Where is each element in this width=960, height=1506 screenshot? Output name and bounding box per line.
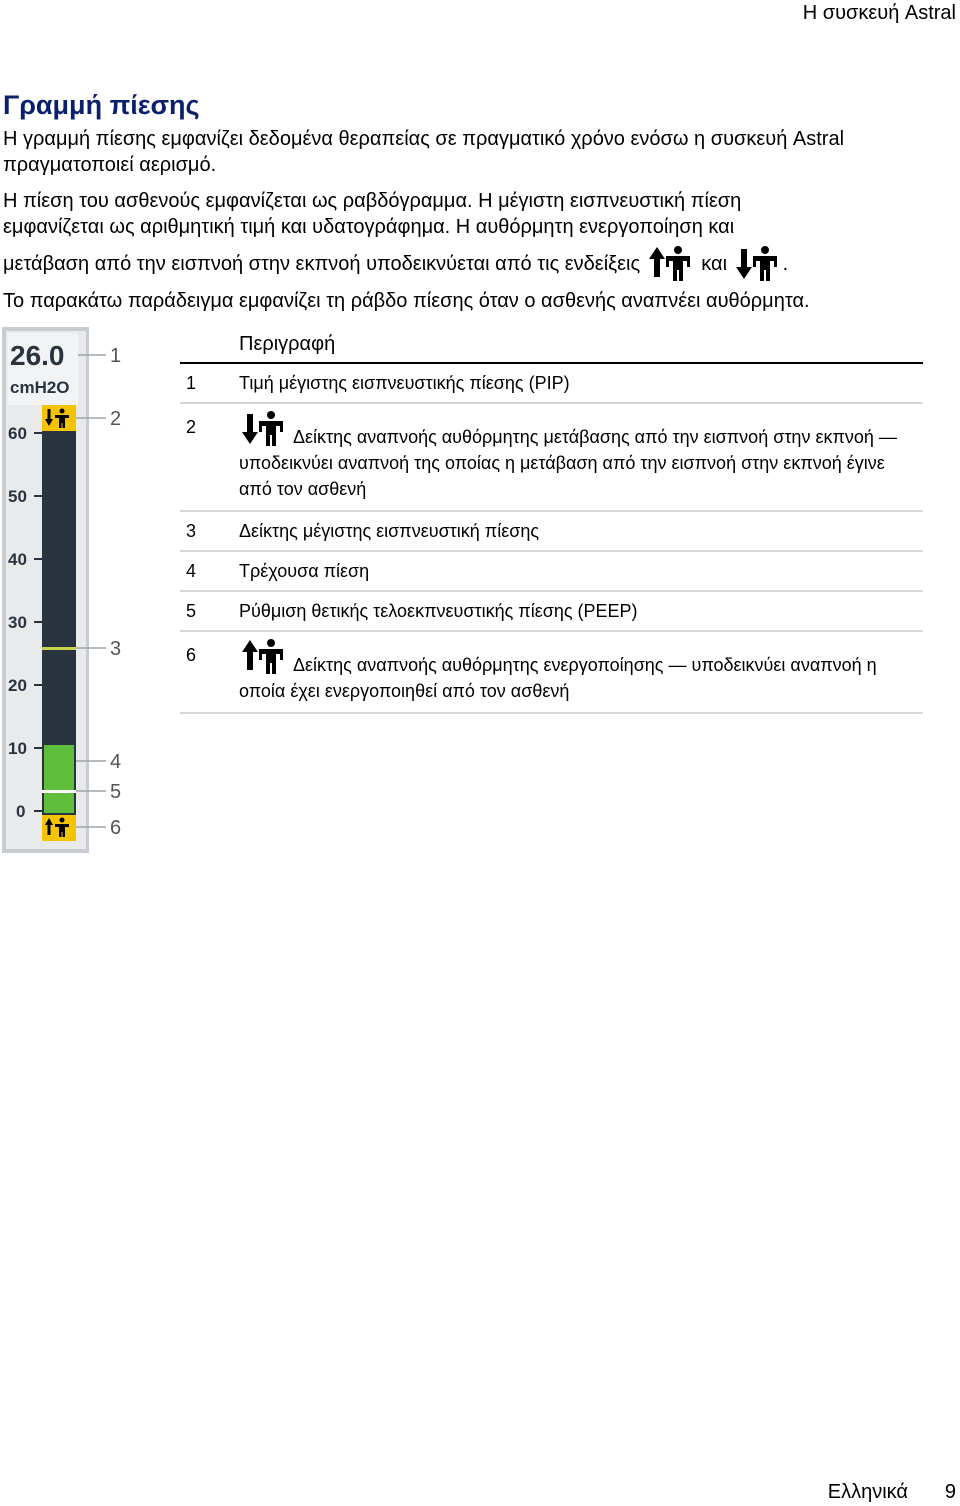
callout-3: 3: [110, 638, 122, 660]
scale-label-60: 60: [8, 424, 27, 443]
legend-row-text: Δείκτης μέγιστης εισπνευστική πίεσης: [239, 521, 540, 541]
legend-row-number: 6: [186, 645, 197, 665]
callout-4: 4: [110, 751, 122, 773]
up-arrow-person-icon: [646, 245, 696, 285]
legend-row-text: Δείκτης αναπνοής αυθόρμητης ενεργοποίησης — υποδεικνύει αναπνοή η οποία έχει ενεργοποιηθεί από τον ασθενή: [239, 655, 877, 701]
legend-row-text: Τιμή μέγιστης εισπνευστικής πίεσης (PIP): [239, 373, 570, 393]
page-number: 9: [944, 1481, 956, 1503]
footer-language: Ελληνικά: [827, 1481, 908, 1503]
legend-row-text: Τρέχουσα πίεση: [239, 561, 370, 581]
legend-row-text: Ρύθμιση θετικής τελοεκπνευστικής πίεσης (PEEP): [239, 601, 638, 621]
down-arrow-person-icon: [239, 410, 289, 450]
callout-5: 5: [110, 781, 122, 803]
legend-row-number: 2: [186, 417, 197, 437]
description-line-2: εμφανίζεται ως αριθμητική τιμή και υδατογράφημα. Η αυθόρμητη ενεργοποίηση και: [3, 216, 735, 238]
example-paragraph: Το παρακάτω παράδειγμα εμφανίζει τη ράβδο πίεσης όταν ο ασθενής αναπνέει αυθόρμητα.: [3, 290, 810, 312]
legend-table: [180, 330, 923, 714]
legend-row-text: Δείκτης αναπνοής αυθόρμητης μετάβασης από την εισπνοή στην εκπνοή — υποδεικνύει αναπνοή της οποίας η μετάβαση από την εισπνοή στην εκπνοή έγινε από τον ασθενή: [239, 427, 897, 499]
period-text: .: [782, 253, 789, 275]
and-text: και: [701, 253, 728, 275]
legend-row: [180, 512, 923, 552]
scale-label-40: 40: [8, 550, 27, 569]
legend-row-number: 4: [186, 561, 197, 581]
legend-row-number: 3: [186, 521, 197, 541]
callout-6: 6: [110, 817, 122, 839]
legend-header: Περιγραφή: [180, 330, 923, 364]
legend-row-number: 5: [186, 601, 197, 621]
scale-label-10: 10: [8, 739, 27, 758]
unit-label: cmH2O: [10, 378, 70, 397]
peak-pressure-line: [42, 647, 76, 650]
description-line-3: [3, 244, 903, 285]
scale-label-50: 50: [8, 487, 27, 506]
legend-row: [180, 404, 923, 512]
pressure-bar-figure: [2, 327, 132, 853]
description-line-1: Η πίεση του ασθενούς εμφανίζεται ως ραβδόγραμμα. Η μέγιστη εισπνευστική πίεση: [3, 190, 742, 212]
page-title: Γραμμή πίεσης: [3, 90, 200, 120]
legend-row: [180, 364, 923, 404]
peak-value-readout: 26.0: [10, 340, 65, 371]
running-header: Η συσκευή Astral: [802, 2, 956, 24]
scale-label-30: 30: [8, 613, 27, 632]
legend-row-number: 1: [186, 373, 197, 393]
callout-1: 1: [110, 345, 122, 367]
scale-label-0: 0: [16, 802, 26, 821]
peep-line: [42, 790, 76, 793]
legend-row: [180, 632, 923, 714]
indicators-text: μετάβαση από την εισπνοή στην εκπνοή υποδεικνύεται από τις ενδείξεις: [3, 253, 641, 275]
up-arrow-person-icon: [239, 638, 289, 678]
scale-label-20: 20: [8, 676, 27, 695]
down-arrow-person-icon: [733, 245, 783, 285]
current-pressure-bar: [44, 745, 74, 790]
legend-row: [180, 592, 923, 632]
legend-row: [180, 552, 923, 592]
callout-2: 2: [110, 408, 122, 430]
intro-paragraph: Η γραμμή πίεσης εμφανίζει δεδομένα θεραπείας σε πραγματικό χρόνο ενόσω η συσκευή Astral πραγματοποιεί αερισμό.: [3, 128, 845, 176]
